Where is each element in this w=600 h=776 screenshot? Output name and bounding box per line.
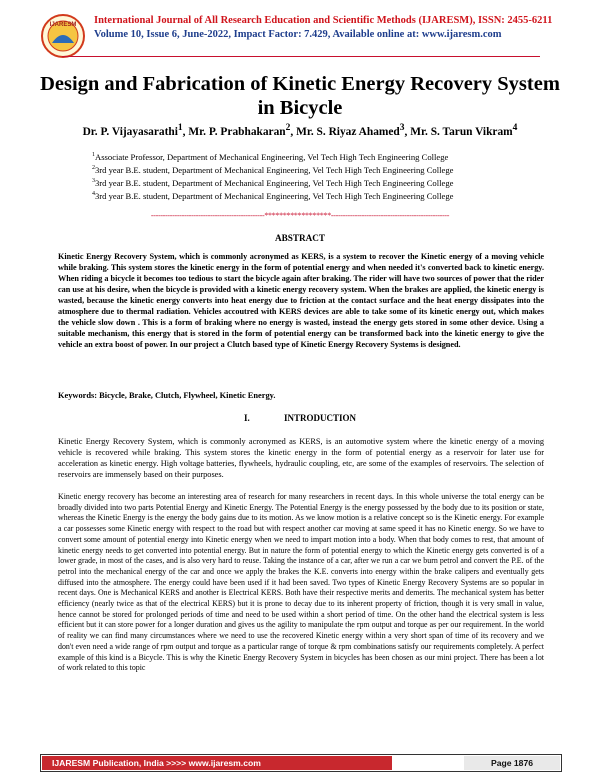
section-divider: ------------------------------------------------******************-------------------------------------------------- xyxy=(150,211,450,220)
journal-line-1: International Journal of All Research Education and Scientific Methods (IJARESM), ISSN: 2455-6211 xyxy=(94,15,553,26)
intro-paragraph-2: Kinetic energy recovery has become an interesting area of research for many researchers in recent days. In this whole universe the total energy can be broadly divided into two parts Potential Energy and Kinetic Energy. The Potential Energy is the energy possessed by the body due to its position or state, whereas the Kinetic Energy is the energy the body gains due to its motion. As we know motion is a relative concept so is the Kinetic energy. For example a car possesses some Kinetic energy with respect to the road but with respect another car moving at same speed it has no Kinetic energy. So we have to convert some amount of potential energy into Kinetic energy when we need to impart motion into a body. When that body comes to rest, that amount of kinetic energy needs to get converted into potential energy. But in nature the form of potential energy to which the Kinetic energy gets converted is of a lower grade, in most of the cases, and is also very hard to reuse. Taking the instance of a car, after we run a car we burn petrol and convert the P.E. of the petrol into the mechanical energy of the car and once we apply the brakes the K.E. converts into energy within the brake calipers and eventually gets diffused into the atmosphere. The energy could have been used if it had been saved. Two types of Kinetic Energy Recovery Systems are so popular in recent days. One is Mechanical KERS and another is Electrical KERS. Both have their respective merits and demerits. The mechanical system has better efficiency (nearly twice as that of the electrical KERS) but it is prone to decay due to its inherent property of friction, though it is very small in value, hence cannot be stored for prolonged periods of time and need to be used within a short period of time. On the other hand the electrical system is less efficient but it can store power for a longer duration and gives us the agility to manipulate the rpm output and torque as per our requirement. In the world of reality we can find many circumstances where we need to use the recovered Kinetic energy within a very short span of time of its recovery and we don't even need a wide range of rpm output and torque as a particular range of torque & rpm combinations satisfy our requirements completely. A perfect example of this kind is a Bicycle. This is why the Kinetic Energy Recovery System in bicycles has been chosen as our mini project. There has been a lot of work related to this topic xyxy=(58,492,544,673)
section-title: INTRODUCTION xyxy=(284,413,357,423)
journal-line-2: Volume 10, Issue 6, June-2022, Impact Factor: 7.429, Available online at: www.ijaresm.com xyxy=(94,28,502,40)
header-rule xyxy=(62,56,540,57)
logo-text: IJARESM xyxy=(49,22,77,28)
author-name: Dr. P. Vijayasarathi xyxy=(82,125,178,138)
section-number: I. xyxy=(243,413,250,423)
author-sup: 2 xyxy=(285,123,291,133)
keywords: Keywords: Bicycle, Brake, Clutch, Flywheel, Kinetic Energy. xyxy=(58,391,276,400)
affiliation: $^1$Associate Professor, Department of Mechanical Engineering, Vel Tech High Tech Engineering College xyxy=(92,151,449,162)
page-footer xyxy=(40,754,562,772)
affiliation: $^2$3rd year B.E. student, Department of Mechanical Engineering, Vel Tech High Tech Engineering College xyxy=(92,164,454,175)
abstract-text: Kinetic Energy Recovery System, which is commonly acronymed as KERS, is a system to recover the Kinetic energy of a moving vehicle while braking. This system stores the kinetic energy in the form of potential energy and when needed it's converted back to kinetic energy. When riding a bicycle it becomes too tedious to start the bicycle again after braking. The rider will have two sources of power that the rider can use at his desire, when the bicycle is provided with a kinetic energy recovery system. When the brakes are applied, the kinetic energy is wasted, because the kinetic energy converts into heat energy due to friction at the contact surface and the heat energy dissipates into the atmosphere due to thermal radiation. Vehicles accoutred with KERS devices are able to take some of its kinetic energy out, which makes the vehicle slow down . This is a form of braking where no energy is wasted, instead the energy gets stored in some other device. Using a suitable mechanism, this energy that is stored in the form of potential energy can be transformed back into the kinetic energy to give the vehicle an extra boost of power. In our project a Clutch based type of Kinetic Energy Recovery Systems is designed. xyxy=(58,252,544,349)
author-sup: 1 xyxy=(177,123,183,133)
footer-page-number: Page 1876 xyxy=(464,756,560,770)
footer-publisher: IJARESM Publication, India >>>> www.ijaresm.com xyxy=(42,756,392,770)
author-sup: 3 xyxy=(399,123,405,133)
paper-title: Design and Fabrication of Kinetic Energy Recovery System in Bicycle xyxy=(40,73,560,119)
section-heading xyxy=(40,413,560,423)
abstract-heading: ABSTRACT xyxy=(274,233,326,243)
journal-logo-icon xyxy=(40,13,86,59)
affiliation: $^3$3rd year B.E. student, Department of Mechanical Engineering, Vel Tech High Tech Engineering College xyxy=(92,177,454,188)
author-list: Dr. P. Vijayasarathi$^1$, Mr. P. Prabhakaran$^2$, Mr. S. Riyaz Ahamed$^3$, Mr. S. Tarun Vikram$^4$ xyxy=(82,123,518,138)
affiliation-list xyxy=(92,150,562,202)
author-name: Mr. S. Riyaz Ahamed xyxy=(296,125,400,138)
journal-header xyxy=(94,14,574,41)
affiliation: $^4$3rd year B.E. student, Department of Mechanical Engineering, Vel Tech High Tech Engineering College xyxy=(92,191,454,202)
author-name: Mr. S. Tarun Vikram xyxy=(410,125,513,138)
author-name: Mr. P. Prabhakaran xyxy=(188,125,286,138)
intro-paragraph-1: Kinetic Energy Recovery System, which is commonly acronymed as KERS, is an automotive system where the kinetic energy of a moving vehicle is recovered while braking. This system stores the kinetic energy in the form of potential energy as a reservoir for later use for acceleration as kinetic energy. High voltage batteries, flywheels, hydraulic coupling, etc, are some of the examples of reservoirs. The selection of reservoirs are immensely based on their purposes. xyxy=(58,437,544,479)
author-sup: 4 xyxy=(512,123,518,133)
